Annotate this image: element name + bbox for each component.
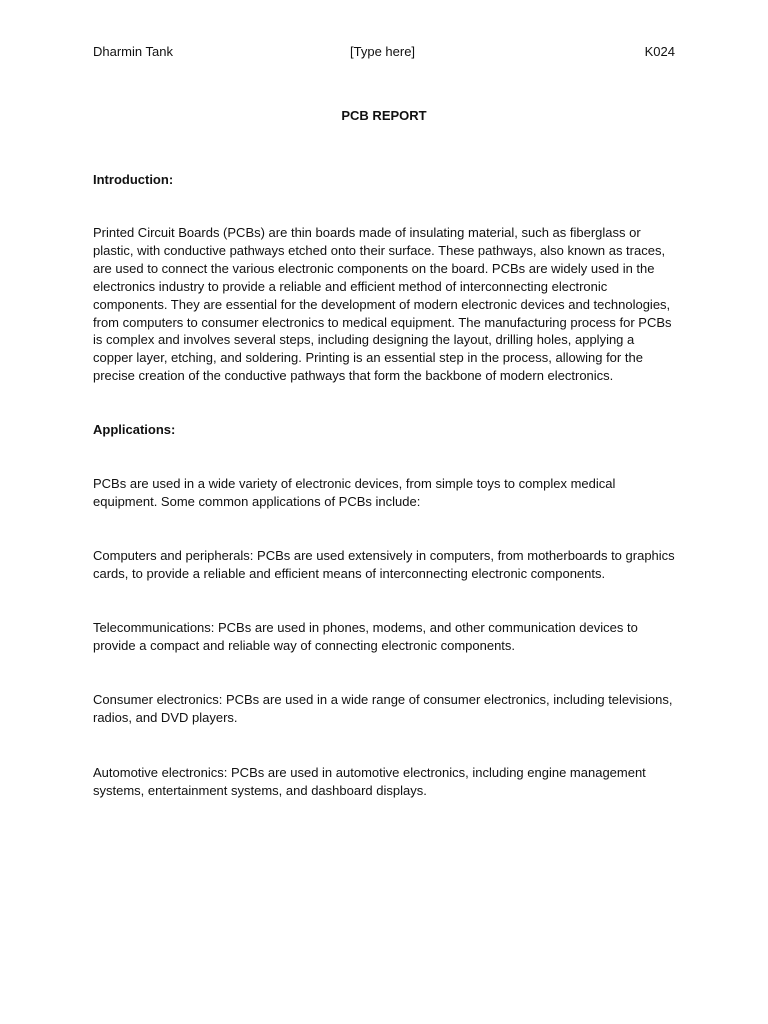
applications-intro: PCBs are used in a wide variety of electronic devices, from simple toys to complex medical equipment. Some common applications of PCBs include: [93, 476, 616, 509]
header-placeholder: [Type here] [350, 44, 416, 59]
document-title: PCB REPORT [341, 108, 427, 123]
header-code: K024 [644, 44, 675, 59]
applications-heading: Applications: [93, 422, 176, 437]
application-item-automotive: Automotive electronics: PCBs are used in automotive electronics, including engine management systems, entertainment systems, and dashboard displays. [93, 765, 646, 798]
introduction-heading: Introduction: [93, 172, 174, 187]
application-item-consumer-electronics: Consumer electronics: PCBs are used in a wide range of consumer electronics, including televisions, radios, and DVD players. [93, 692, 673, 725]
page-header [93, 43, 675, 61]
introduction-paragraph: Printed Circuit Boards (PCBs) are thin boards made of insulating material, such as fiberglass or plastic, with conductive pathways etched onto their surface. These pathways, also known as traces, are used to connect the various electronic components on the board. PCBs are widely used in the electronics industry to provide a reliable and efficient method of interconnecting electronic components. They are essential for the development of modern electronic devices and technologies, from computers to consumer electronics to medical equipment. The manufacturing process for PCBs is complex and involves several steps, including designing the layout, drilling holes, applying a copper layer, etching, and soldering. Printing is an essential step in the process, allowing for the precise creation of the conductive pathways that form the backbone of modern electronics. [93, 225, 672, 384]
application-item-telecommunications: Telecommunications: PCBs are used in phones, modems, and other communication devices to provide a compact and reliable way of connecting electronic components. [93, 620, 638, 653]
application-item-computers: Computers and peripherals: PCBs are used extensively in computers, from motherboards to graphics cards, to provide a reliable and efficient means of interconnecting electronic components. [93, 548, 675, 581]
header-author: Dharmin Tank [93, 44, 173, 59]
